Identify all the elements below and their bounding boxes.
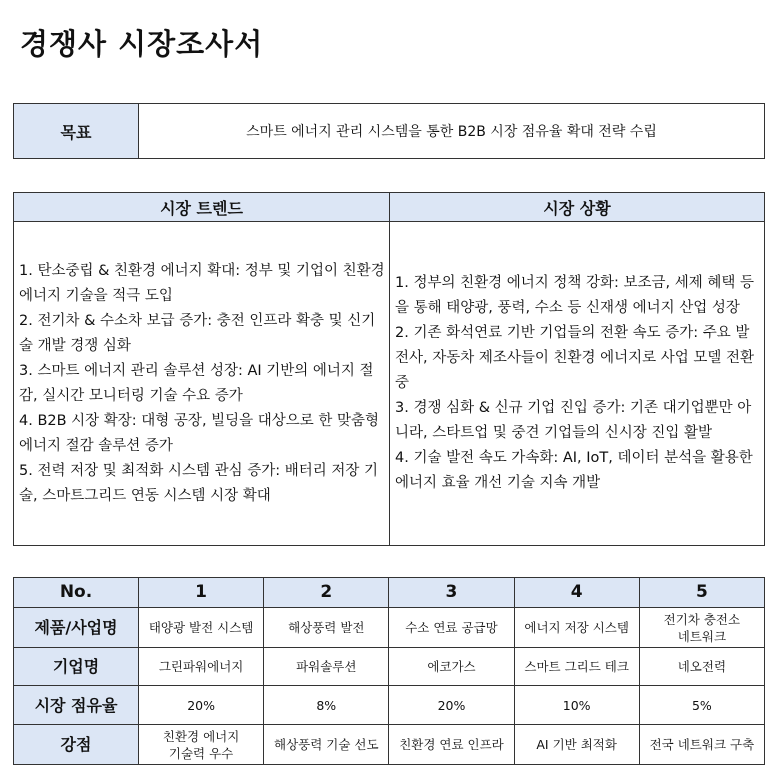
row-label: 제품/사업명 <box>14 608 139 648</box>
table-cell: 전기차 충전소 네트워크 <box>639 608 764 648</box>
table-cell: 그린파워에너지 <box>139 648 264 686</box>
list-item: 3. 스마트 에너지 관리 솔루션 성장: AI 기반의 에너지 절감, 실시간 모니터링 기술 수요 증가 <box>19 362 374 404</box>
header-cell: 4 <box>514 578 639 608</box>
table-row <box>14 686 765 725</box>
row-label: 기업명 <box>14 648 139 686</box>
competitor-table <box>13 577 765 765</box>
trend-list <box>14 222 390 545</box>
table-cell: 전국 네트워크 구축 <box>639 725 764 765</box>
list-item: 2. 기존 화석연료 기반 기업들의 전환 속도 증가: 주요 발전사, 자동차 제조사들이 친환경 에너지로 사업 모델 전환 중 <box>395 325 755 391</box>
table-cell: AI 기반 최적화 <box>514 725 639 765</box>
list-item: 5. 전력 저장 및 최적화 시스템 관심 증가: 배터리 저장 기술, 스마트그리드 연동 시스템 시장 확대 <box>19 462 378 504</box>
table-cell: 해상풍력 기술 선도 <box>264 725 389 765</box>
table-cell: 스마트 그리드 테크 <box>514 648 639 686</box>
table-cell: 8% <box>264 686 389 725</box>
list-item: 4. 기술 발전 속도 가속화: AI, IoT, 데이터 분석을 활용한 에너지 효율 개선 기술 지속 개발 <box>395 450 753 491</box>
table-cell: 20% <box>139 686 264 725</box>
table-cell: 수소 연료 공급망 <box>389 608 514 648</box>
list-item: 4. B2B 시장 확장: 대형 공장, 빌딩을 대상으로 한 맞춤형 에너지 절감 솔루션 증가 <box>19 412 380 454</box>
header-cell: 3 <box>389 578 514 608</box>
table-cell: 친환경 에너지 기술력 우수 <box>139 725 264 765</box>
list-item: 1. 탄소중립 & 친환경 에너지 확대: 정부 및 기업이 친환경 에너지 기술을 적극 도입 <box>19 262 385 304</box>
table-cell: 친환경 연료 인프라 <box>389 725 514 765</box>
table-row <box>14 725 765 765</box>
table-cell: 태양광 발전 시스템 <box>139 608 264 648</box>
row-label: 시장 점유율 <box>14 686 139 725</box>
table-cell: 에코가스 <box>389 648 514 686</box>
trend-table <box>13 192 765 546</box>
table-cell: 5% <box>639 686 764 725</box>
goal-value: 스마트 에너지 관리 시스템을 통한 B2B 시장 점유율 확대 전략 수립 <box>246 124 657 140</box>
table-cell: 20% <box>389 686 514 725</box>
row-label: 강점 <box>14 725 139 765</box>
table-header-row <box>14 578 765 608</box>
table-cell: 에너지 저장 시스템 <box>514 608 639 648</box>
list-item: 3. 경쟁 심화 & 신규 기업 진입 증가: 기존 대기업뿐만 아니라, 스타트업 및 중견 기업들의 신시장 진입 활발 <box>395 400 752 441</box>
trend-header: 시장 트렌드 <box>14 193 390 222</box>
table-cell: 해상풍력 발전 <box>264 608 389 648</box>
situation-header: 시장 상황 <box>390 193 764 222</box>
list-item: 1. 정부의 친환경 에너지 정책 강화: 보조금, 세제 혜택 등을 통해 태양광, 풍력, 수소 등 신재생 에너지 산업 성장 <box>395 275 754 316</box>
list-item: 2. 전기차 & 수소차 보급 증가: 충전 인프라 확충 및 신기술 개발 경쟁 심화 <box>19 312 376 354</box>
goal-label: 목표 <box>14 104 139 158</box>
table-row <box>14 608 765 648</box>
page-title: 경쟁사 시장조사서 <box>20 27 264 61</box>
table-row <box>14 648 765 686</box>
header-cell: 1 <box>139 578 264 608</box>
situation-list <box>390 222 764 545</box>
header-cell: 5 <box>639 578 764 608</box>
header-cell: No. <box>14 578 139 608</box>
table-cell: 네오전력 <box>639 648 764 686</box>
header-cell: 2 <box>264 578 389 608</box>
goal-box <box>13 103 765 159</box>
table-cell: 파워솔루션 <box>264 648 389 686</box>
table-cell: 10% <box>514 686 639 725</box>
